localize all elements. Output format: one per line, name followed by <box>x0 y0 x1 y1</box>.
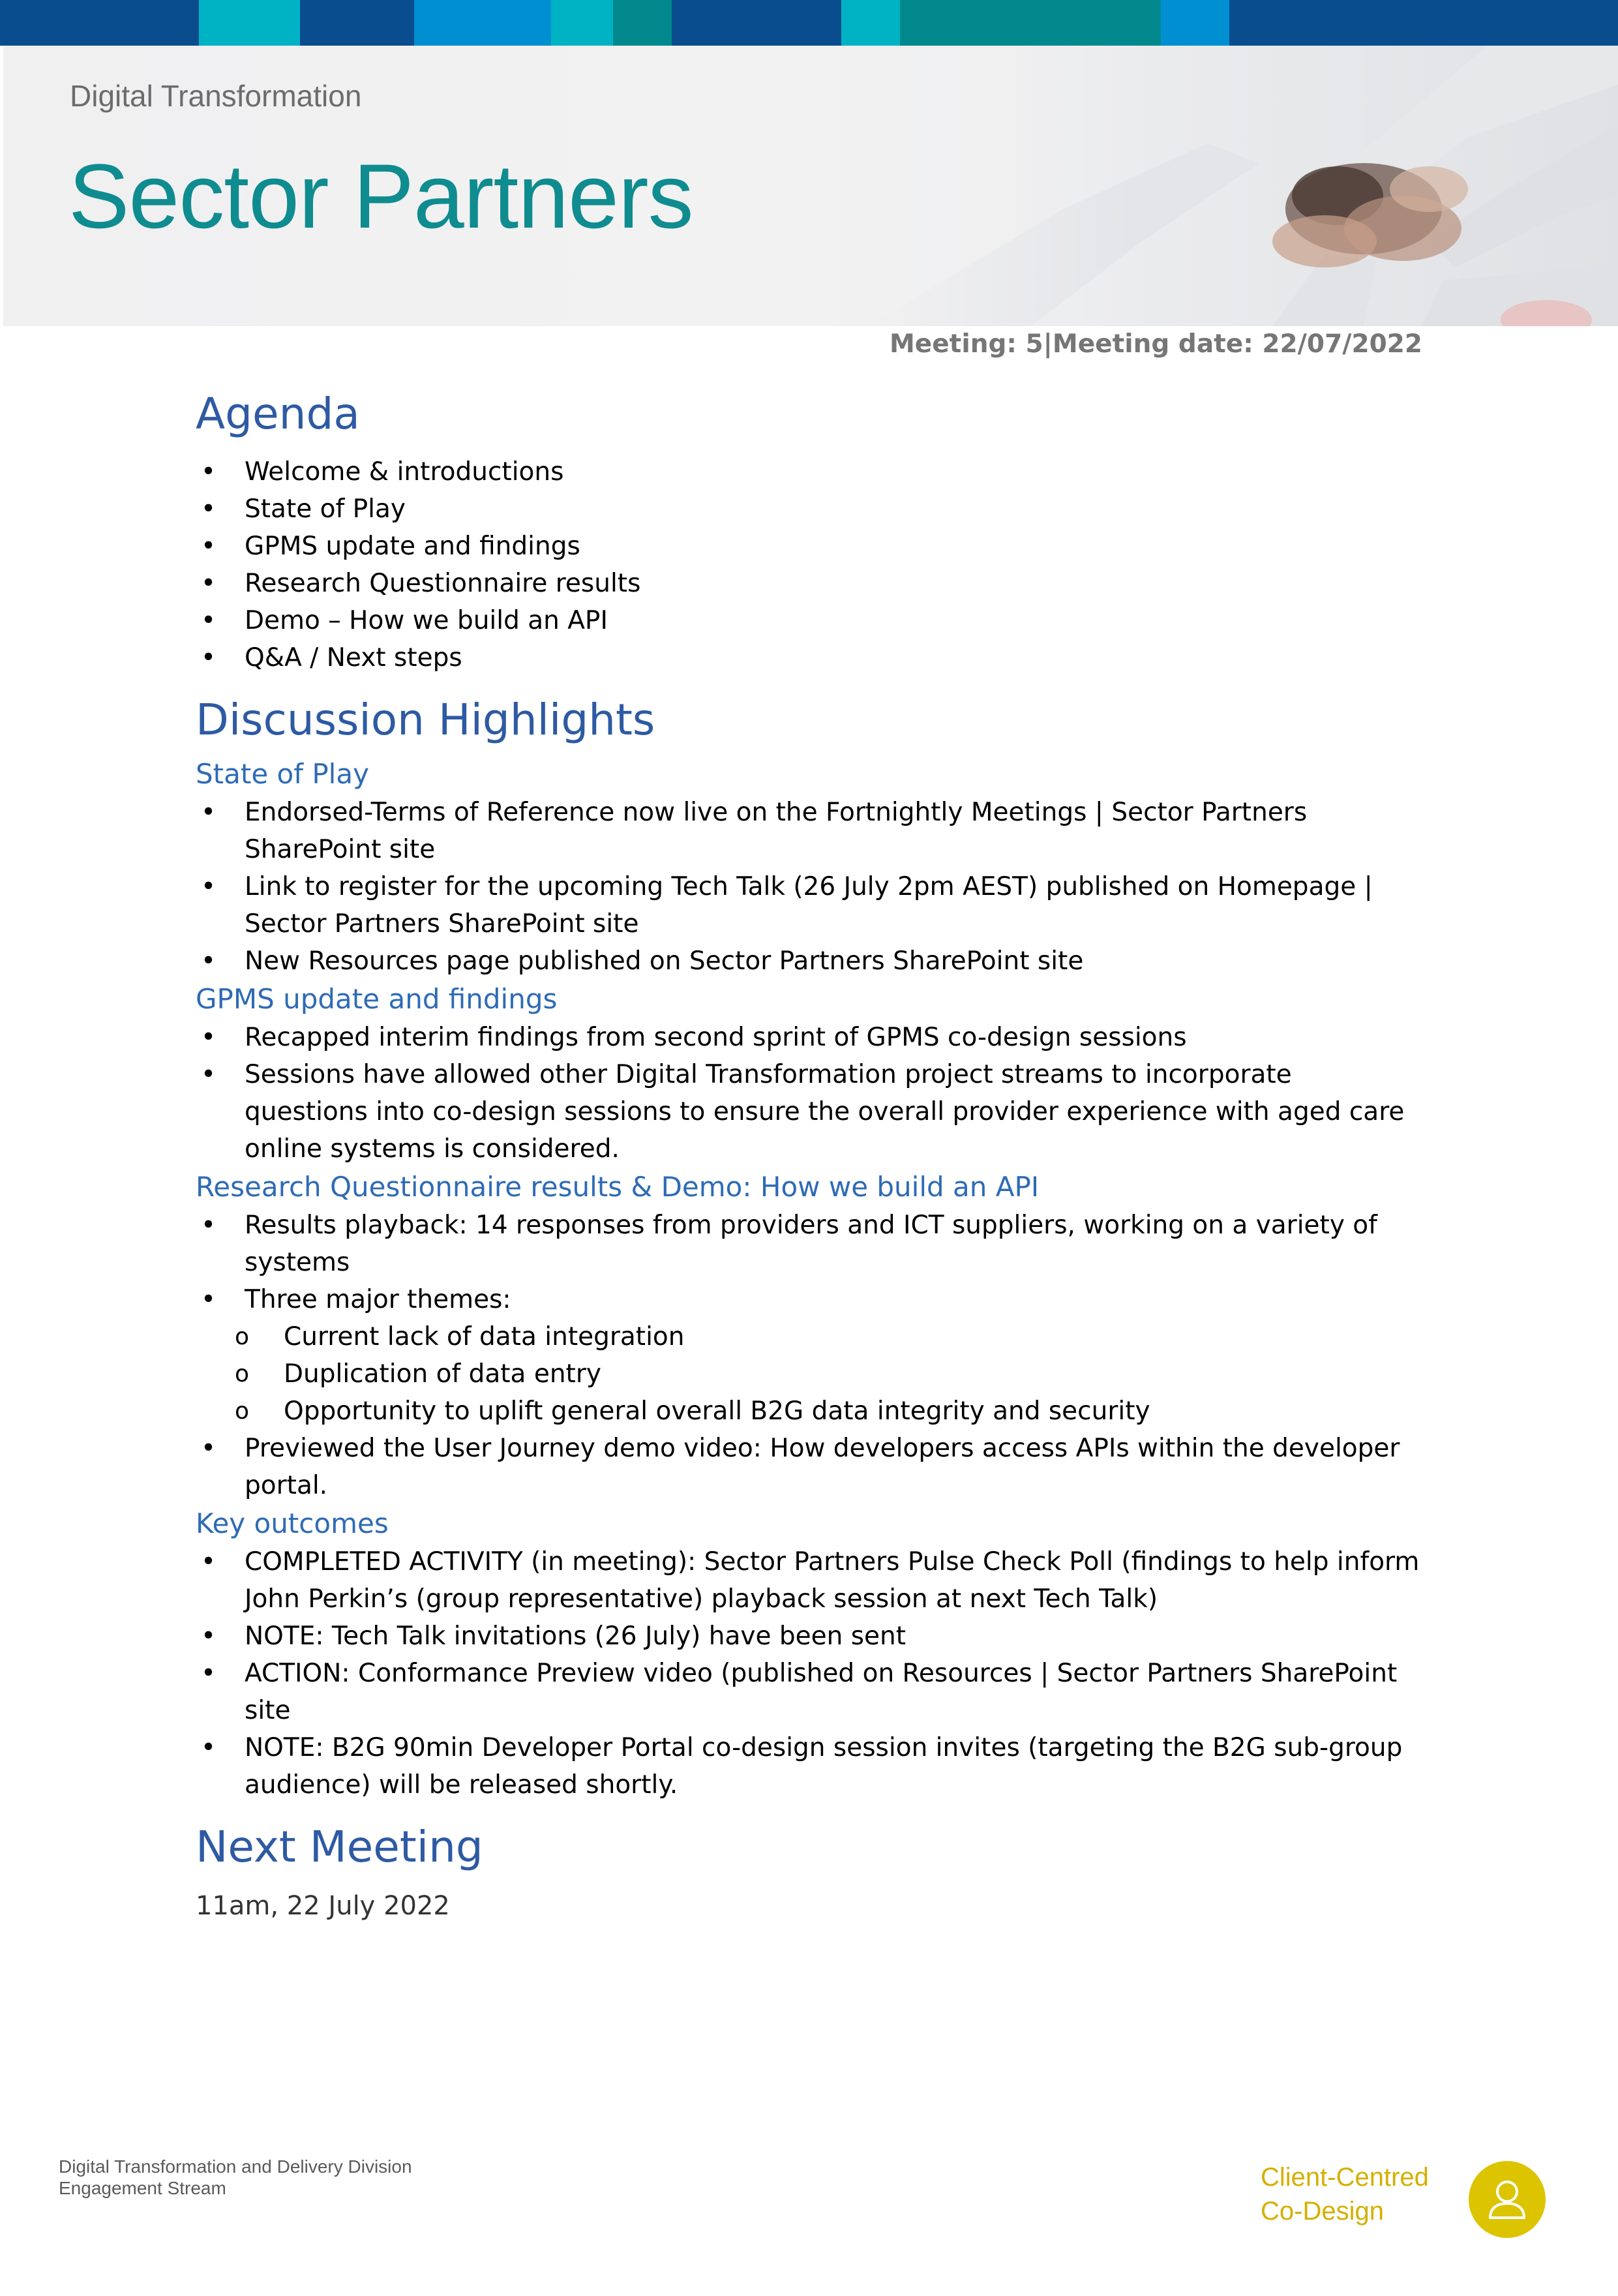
meeting-info: Meeting: 5|Meeting date: 22/07/2022 <box>889 329 1422 359</box>
agenda-item: • State of Play <box>196 491 1422 528</box>
next-meeting-heading: Next Meeting <box>196 1822 483 1872</box>
list-item: • COMPLETED ACTIVITY (in meeting): Sector Partners Pulse Check Poll (findings to help inform John Perkin’s (group representative) playback session at next Tech Talk) <box>196 1543 1422 1618</box>
gpms-heading: GPMS update and findings <box>196 983 558 1015</box>
state-of-play-heading: State of Play <box>196 758 369 790</box>
stripe-segment <box>900 0 1161 46</box>
top-color-stripe <box>0 0 1618 46</box>
stripe-segment <box>199 0 300 46</box>
agenda-item: • Welcome & introductions <box>196 453 1422 491</box>
header-kicker: Digital Transformation <box>70 79 362 113</box>
research-list <box>196 1207 1422 1504</box>
stripe-segment <box>613 0 672 46</box>
agenda-list <box>196 453 1422 676</box>
list-item: • Endorsed-Terms of Reference now live on the Fortnightly Meetings | Sector Partners SharePoint site <box>196 794 1422 868</box>
badge-line-1: Client-Centred <box>1261 2163 1429 2192</box>
stripe-segment <box>300 0 414 46</box>
badge-line-2: Co-Design <box>1261 2197 1384 2226</box>
list-item: • Results playback: 14 responses from providers and ICT suppliers, working on a variety of systems <box>196 1207 1422 1281</box>
list-item: • NOTE: Tech Talk invitations (26 July) have been sent <box>196 1618 1422 1655</box>
stripe-segment <box>841 0 900 46</box>
main-content <box>196 385 1422 1926</box>
list-item: • Recapped interim findings from second sprint of GPMS co-design sessions <box>196 1019 1422 1056</box>
person-icon <box>1481 2173 1533 2226</box>
co-design-badge <box>1469 2161 1546 2238</box>
agenda-item: • Demo – How we build an API <box>196 602 1422 639</box>
list-item: • NOTE: B2G 90min Developer Portal co-design session invites (targeting the B2G sub-group audience) will be released shortly. <box>196 1729 1422 1804</box>
header-banner <box>3 46 1618 326</box>
hands-together-photo <box>868 46 1618 326</box>
agenda-item: • Q&A / Next steps <box>196 639 1422 676</box>
gpms-list <box>196 1019 1422 1168</box>
stripe-segment <box>551 0 613 46</box>
footer-stream: Engagement Stream <box>59 2178 226 2198</box>
list-item: • Sessions have allowed other Digital Transformation project streams to incorporate questions into co-design sessions to ensure the overall provider experience with aged care online systems is considered. <box>196 1056 1422 1168</box>
footer-org <box>59 2156 412 2199</box>
stripe-segment <box>414 0 551 46</box>
list-item: • ACTION: Conformance Preview video (published on Resources | Sector Partners SharePoint site <box>196 1655 1422 1729</box>
footer-division: Digital Transformation and Delivery Division <box>59 2156 412 2177</box>
sub-list-item: o Opportunity to uplift general overall B2G data integrity and security <box>196 1393 1422 1430</box>
key-outcomes-list <box>196 1543 1422 1804</box>
stripe-segment <box>0 0 199 46</box>
list-item: • Three major themes: <box>196 1281 1422 1318</box>
research-heading: Research Questionnaire results & Demo: How we build an API <box>196 1171 1040 1203</box>
agenda-item: • GPMS update and findings <box>196 528 1422 565</box>
agenda-item: • Research Questionnaire results <box>196 565 1422 602</box>
list-item: • New Resources page published on Sector Partners SharePoint site <box>196 943 1422 980</box>
state-of-play-list <box>196 794 1422 980</box>
stripe-segment <box>1229 0 1618 46</box>
stripe-segment <box>672 0 841 46</box>
next-meeting-date: 11am, 22 July 2022 <box>196 1891 450 1921</box>
key-outcomes-heading: Key outcomes <box>196 1507 389 1539</box>
footer-badge-label <box>1261 2160 1429 2228</box>
sub-list-item: o Current lack of data integration <box>196 1318 1422 1355</box>
list-item: • Previewed the User Journey demo video: How developers access APIs within the developer portal. <box>196 1430 1422 1504</box>
sub-list-item: o Duplication of data entry <box>196 1355 1422 1393</box>
stripe-segment <box>1161 0 1229 46</box>
agenda-heading: Agenda <box>196 389 360 439</box>
list-item: • Link to register for the upcoming Tech Talk (26 July 2pm AEST) published on Homepage | Sector Partners SharePoint site <box>196 868 1422 943</box>
discussion-heading: Discussion Highlights <box>196 695 655 745</box>
page-title: Sector Partners <box>68 145 693 247</box>
